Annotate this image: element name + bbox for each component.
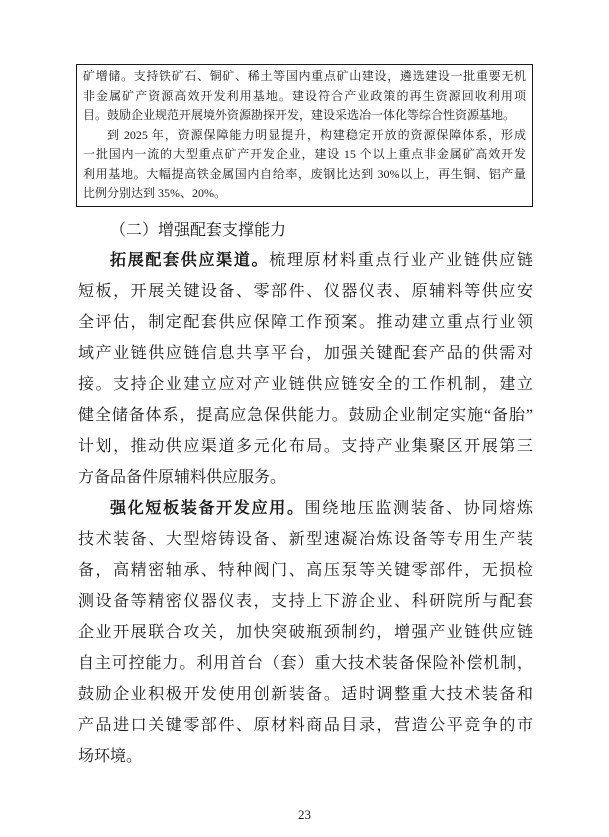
text-line: 计划，推动供应渠道多元化布局。支持产业集聚区开展第三 <box>78 438 533 455</box>
text-line: 接。支持企业建立应对产业链供应链安全的工作机制，建立 <box>78 376 533 393</box>
text-line: 拓展配套供应渠道。梳理原材料重点行业产业链供应链 <box>110 252 533 269</box>
text-line: 矿增储。支持铁矿石、铜矿、稀土等国内重点矿山建设，遴选建设一批重要无机 <box>83 69 526 83</box>
text-line: 目。鼓励企业规范开展境外资源勘探开发，建设采选冶一体化等综合性资源基地。 <box>83 108 516 122</box>
text-line: 强化短板装备开发应用。围绕地压监测装备、协同熔炼 <box>110 500 533 517</box>
text-line: 产品进口关键零部件、原材料商品目录，营造公平竞争的市 <box>78 717 533 734</box>
text-line: 利用基地。大幅提高铁金属国内自给率，废钢比达到 30%以上，再生铜、铝产量 <box>83 166 526 181</box>
text-line: 测设备等精密仪器仪表，支持上下游企业、科研院所与配套 <box>78 593 533 610</box>
text-line: 鼓励企业积极开发使用创新装备。适时调整重大技术装备和 <box>78 686 533 703</box>
body-text <box>78 245 533 772</box>
text-line: 健全储备体系，提高应急保供能力。鼓励企业制定实施“备胎” <box>78 407 533 424</box>
text-line: 一批国内一流的大型重点矿产开发企业，建设 15 个以上重点非金属矿高效开发 <box>83 147 526 161</box>
text-line: 比例分别达到 35%、20%。 <box>83 186 226 200</box>
text-line: 全评估，制定配套供应保障工作预案。推动建立重点行业领 <box>78 314 533 331</box>
text-line: 备，高精密轴承、特种阀门、高压泵等关键零部件，无损检 <box>78 562 533 579</box>
paragraph-lead: 强化短板装备开发应用。 <box>110 500 305 517</box>
text-line: 到 2025 年，资源保障能力明显提升，构建稳定开放的资源保障体系，形成 <box>107 127 526 142</box>
paragraph-supply-channels <box>78 245 533 493</box>
text-line: 技术装备、大型熔铸设备、新型速凝冶炼设备等专用生产装 <box>78 531 533 548</box>
page-number: 23 <box>298 807 311 822</box>
text-line: 短板，开展关键设备、零部件、仪器仪表、原辅料等供应安 <box>78 283 533 300</box>
text-line: 非金属矿产资源高效开发利用基地。建设符合产业政策的再生资源回收利用项 <box>83 88 526 103</box>
target-goals-box <box>76 64 533 207</box>
text-line: 自主可控能力。利用首台（套）重大技术装备保险补偿机制， <box>78 655 533 672</box>
text-line: 方备品备件原辅料供应服务。 <box>78 469 287 486</box>
text-line: 场环境。 <box>78 748 143 765</box>
section-heading: （二）增强配套支撑能力 <box>110 222 287 239</box>
paragraph-equipment-development <box>78 493 533 772</box>
text-line: 企业开展联合攻关，加快突破瓶颈制约，增强产业链供应链 <box>78 624 533 641</box>
paragraph-lead: 拓展配套供应渠道。 <box>110 252 270 269</box>
box-paragraph-continuation <box>83 67 526 126</box>
text-line: 域产业链供应链信息共享平台，加强关键配套产品的供需对 <box>78 345 533 362</box>
box-paragraph-2025-goals <box>83 126 526 204</box>
